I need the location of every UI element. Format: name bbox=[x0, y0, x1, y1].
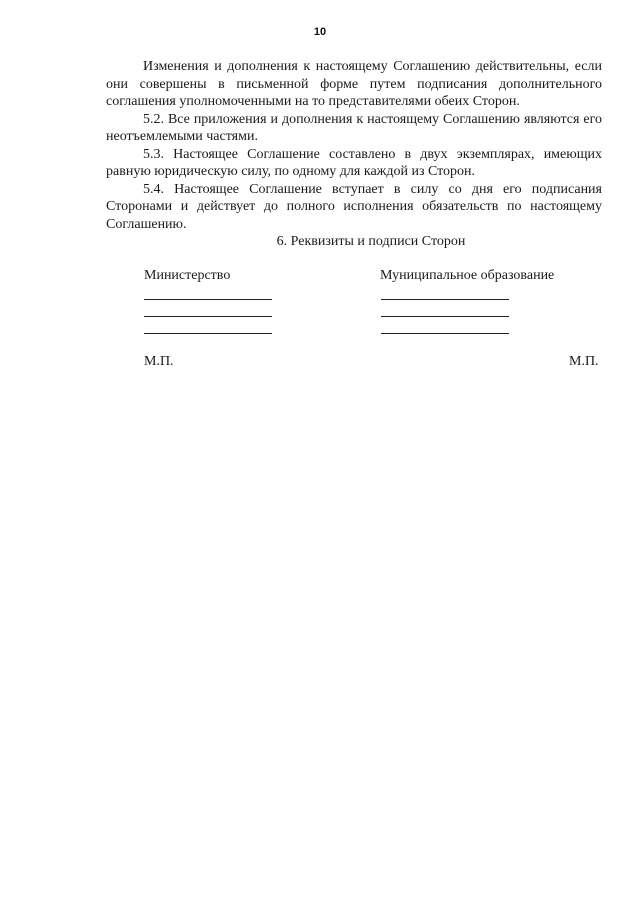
signature-line bbox=[381, 333, 509, 334]
stamp-placeholder-left: М.П. bbox=[144, 354, 174, 369]
stamp-placeholder-right: М.П. bbox=[569, 354, 599, 369]
paragraph-amendments: Изменения и дополнения к настоящему Соглашению действительны, если они совершены в письменной форме путем подписания дополнительного соглашения уполномоченными на то представителями обеих Сторон. bbox=[106, 59, 602, 109]
signature-line bbox=[381, 299, 509, 300]
paragraph-5-4: 5.4. Настоящее Соглашение вступает в силу со дня его подписания Сторонами и действует до полного исполнения обязательств по настоящему Соглашению. bbox=[106, 181, 602, 232]
party-ministry-label: Министерство bbox=[144, 268, 231, 283]
party-municipality-label: Муниципальное образование bbox=[380, 268, 555, 283]
section-heading: 6. Реквизиты и подписи Сторон bbox=[276, 234, 466, 249]
signature-line bbox=[144, 333, 272, 334]
paragraph-5-3: 5.3. Настоящее Соглашение составлено в двух экземплярах, имеющих равную юридическую силу, по одному для каждой из Сторон. bbox=[106, 146, 602, 179]
signature-line bbox=[144, 316, 272, 317]
page-number: 10 bbox=[313, 26, 327, 38]
signature-line bbox=[381, 316, 509, 317]
paragraph-5-2: 5.2. Все приложения и дополнения к настоящему Соглашению являются его неотъемлемыми частями. bbox=[106, 111, 602, 144]
signature-line bbox=[144, 299, 272, 300]
agreement-body bbox=[106, 58, 602, 233]
